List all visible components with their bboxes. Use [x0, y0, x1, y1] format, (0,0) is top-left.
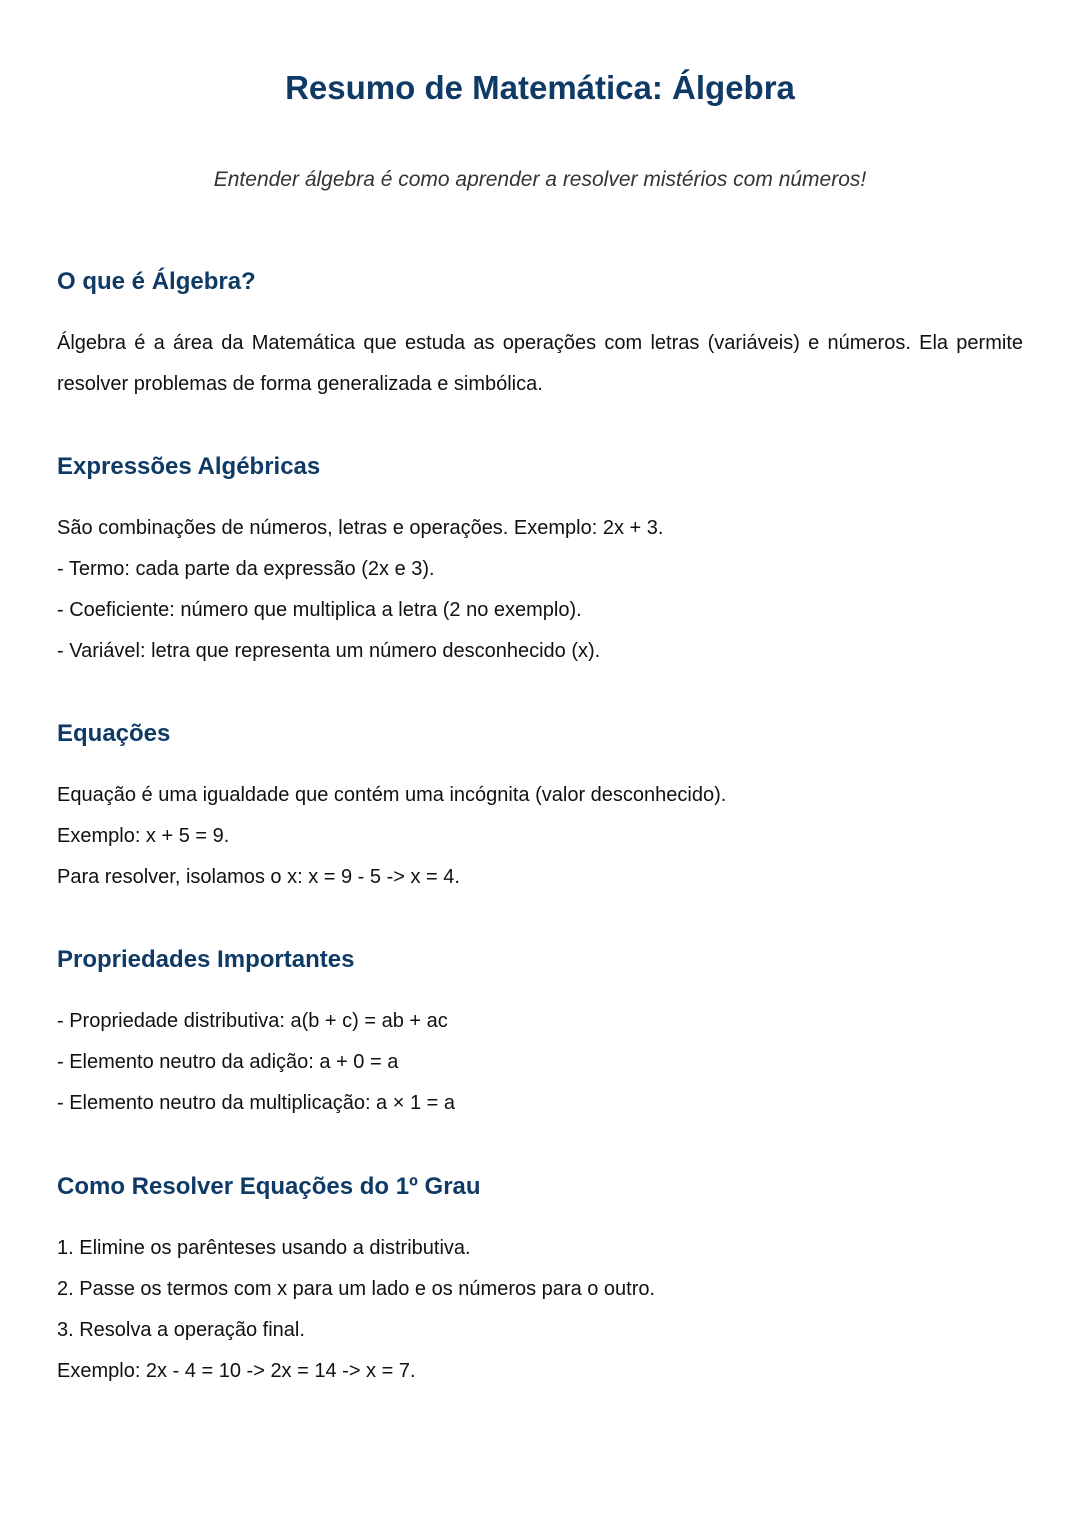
list-item: - Elemento neutro da adição: a + 0 = a — [57, 1051, 399, 1073]
paragraph: Para resolver, isolamos o x: x = 9 - 5 -> x = 4. — [57, 866, 460, 888]
section-body — [57, 508, 1023, 672]
list-item: 3. Resolva a operação final. — [57, 1319, 305, 1341]
list-item: 2. Passe os termos com x para um lado e os números para o outro. — [57, 1278, 656, 1300]
list-item: - Coeficiente: número que multiplica a letra (2 no exemplo). — [57, 599, 582, 621]
list-item: - Termo: cada parte da expressão (2x e 3). — [57, 558, 435, 580]
list-item: - Propriedade distributiva: a(b + c) = ab + ac — [57, 1010, 448, 1032]
section-body — [57, 1228, 1023, 1392]
section-heading: Propriedades Importantes — [57, 946, 355, 973]
section-heading: Como Resolver Equações do 1º Grau — [57, 1173, 481, 1200]
paragraph: Equação é uma igualdade que contém uma incógnita (valor desconhecido). — [57, 784, 727, 806]
list-item: 1. Elimine os parênteses usando a distributiva. — [57, 1237, 471, 1259]
section-body — [57, 1001, 1023, 1124]
page-title: Resumo de Matemática: Álgebra — [285, 69, 795, 106]
paragraph: Exemplo: x + 5 = 9. — [57, 825, 230, 847]
section-body — [57, 775, 1023, 898]
section-algebraic-expressions — [57, 451, 1023, 672]
section-equations — [57, 718, 1023, 898]
section-body — [57, 323, 1023, 405]
list-item: - Variável: letra que representa um número desconhecido (x). — [57, 640, 601, 662]
section-important-properties — [57, 944, 1023, 1124]
page-subtitle: Entender álgebra é como aprender a resolver mistérios com números! — [213, 168, 867, 191]
list-item: - Elemento neutro da multiplicação: a × 1 = a — [57, 1092, 456, 1114]
section-heading: O que é Álgebra? — [57, 268, 256, 295]
section-heading: Equações — [57, 720, 171, 747]
section-what-is-algebra — [57, 266, 1023, 405]
section-solving-first-degree-equations — [57, 1171, 1023, 1392]
paragraph: Exemplo: 2x - 4 = 10 -> 2x = 14 -> x = 7. — [57, 1360, 416, 1382]
paragraph: São combinações de números, letras e operações. Exemplo: 2x + 3. — [57, 517, 664, 539]
paragraph: Álgebra é a área da Matemática que estuda as operações com letras (variáveis) e números. Ela permite resolver problemas de forma generalizada e simbólica. — [57, 332, 1023, 395]
section-heading: Expressões Algébricas — [57, 453, 321, 480]
